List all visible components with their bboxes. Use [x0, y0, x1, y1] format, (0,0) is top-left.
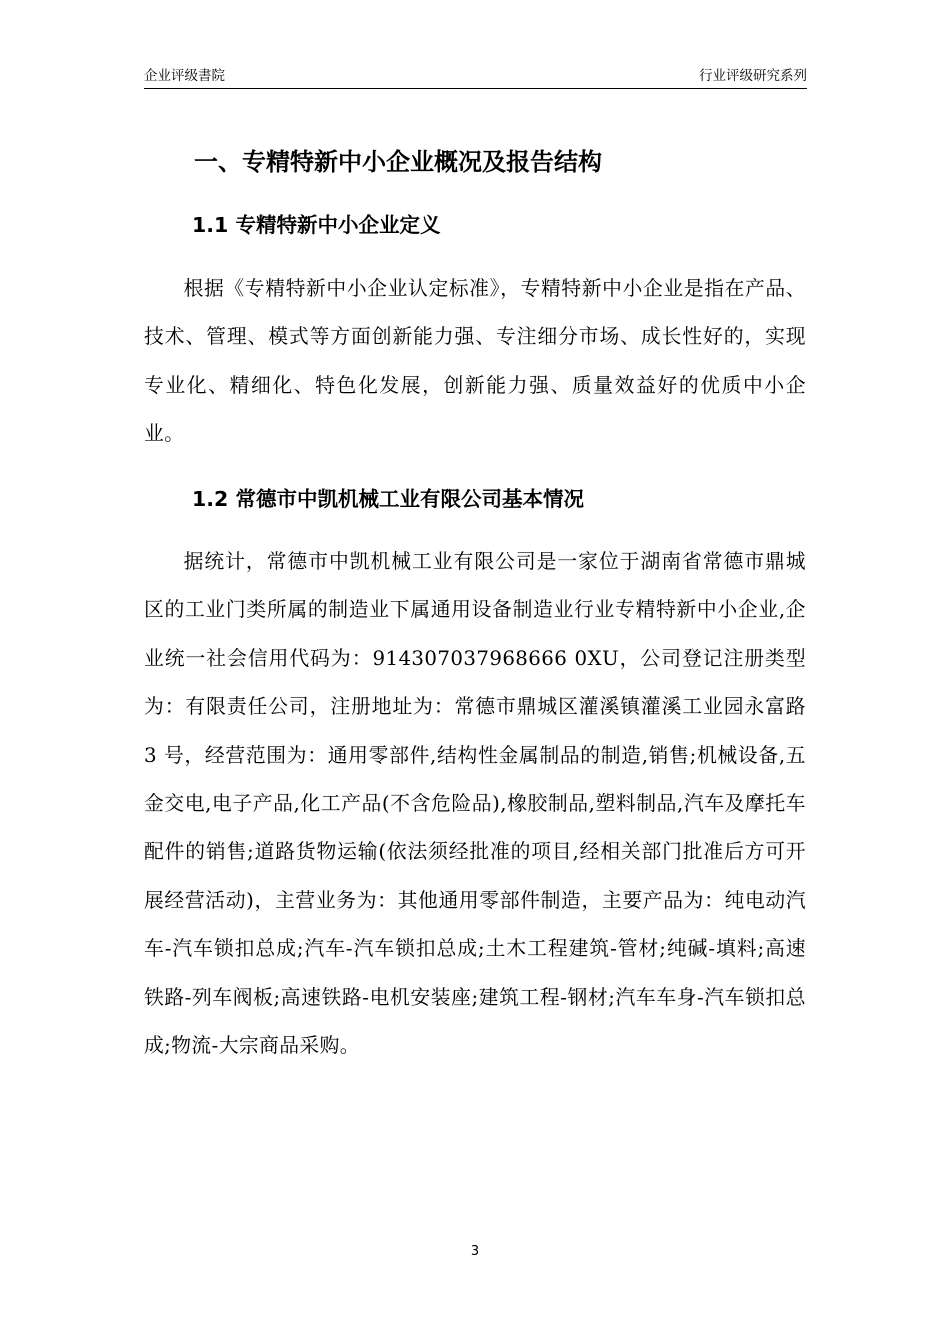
definition-paragraph: 根据《专精特新中小企业认定标准》，专精特新中小企业是指在产品、技术、管理、模式等方面创新能力强、专注细分市场、成长性好的，实现专业化、精细化、特色化发展，创新能力强、质量效益好的优质中小企业。 — [144, 277, 806, 446]
company-info-paragraph: 据统计，常德市中凯机械工业有限公司是一家位于湖南省常德市鼎城区的工业门类所属的制造业下属通用设备制造业行业专精特新中小企业,企业统一社会信用代码为：914307037968666 0XU，公司登记注册类型为：有限责任公司，注册地址为：常德市鼎城区灌溪镇灌溪工业园永富路 3 号，经营范围为：通用零部件,结构性金属制品的制造,销售;机械设备,五金交电,电子产品,化工产品(不含危险品),橡胶制品,塑料制品,汽车及摩托车配件的销售;道路货物运输(依法须经批准的项目,经相关部门批准后方可开展经营活动)，主营业务为：其他通用零部件制造，主要产品为：纯电动汽车-汽车锁扣总成;汽车-汽车锁扣总成;土木工程建筑-管材;纯碱-填料;高速铁路-列车阀板;高速铁路-电机安装座;建筑工程-钢材;汽车车身-汽车锁扣总成;物流-大宗商品采购。 — [144, 550, 806, 1058]
page-number: 3 — [470, 1244, 480, 1259]
subsection-title-definition: 1.1 专精特新中小企业定义 — [192, 213, 441, 237]
header-series-name: 行业评级研究系列 — [699, 68, 807, 84]
header-org-name: 企业评级書院 — [144, 68, 225, 84]
page-header — [144, 66, 807, 89]
subsection-title-company-info: 1.2 常德市中凯机械工业有限公司基本情况 — [192, 487, 584, 511]
section-title: 一、专精特新中小企业概况及报告结构 — [194, 148, 602, 176]
